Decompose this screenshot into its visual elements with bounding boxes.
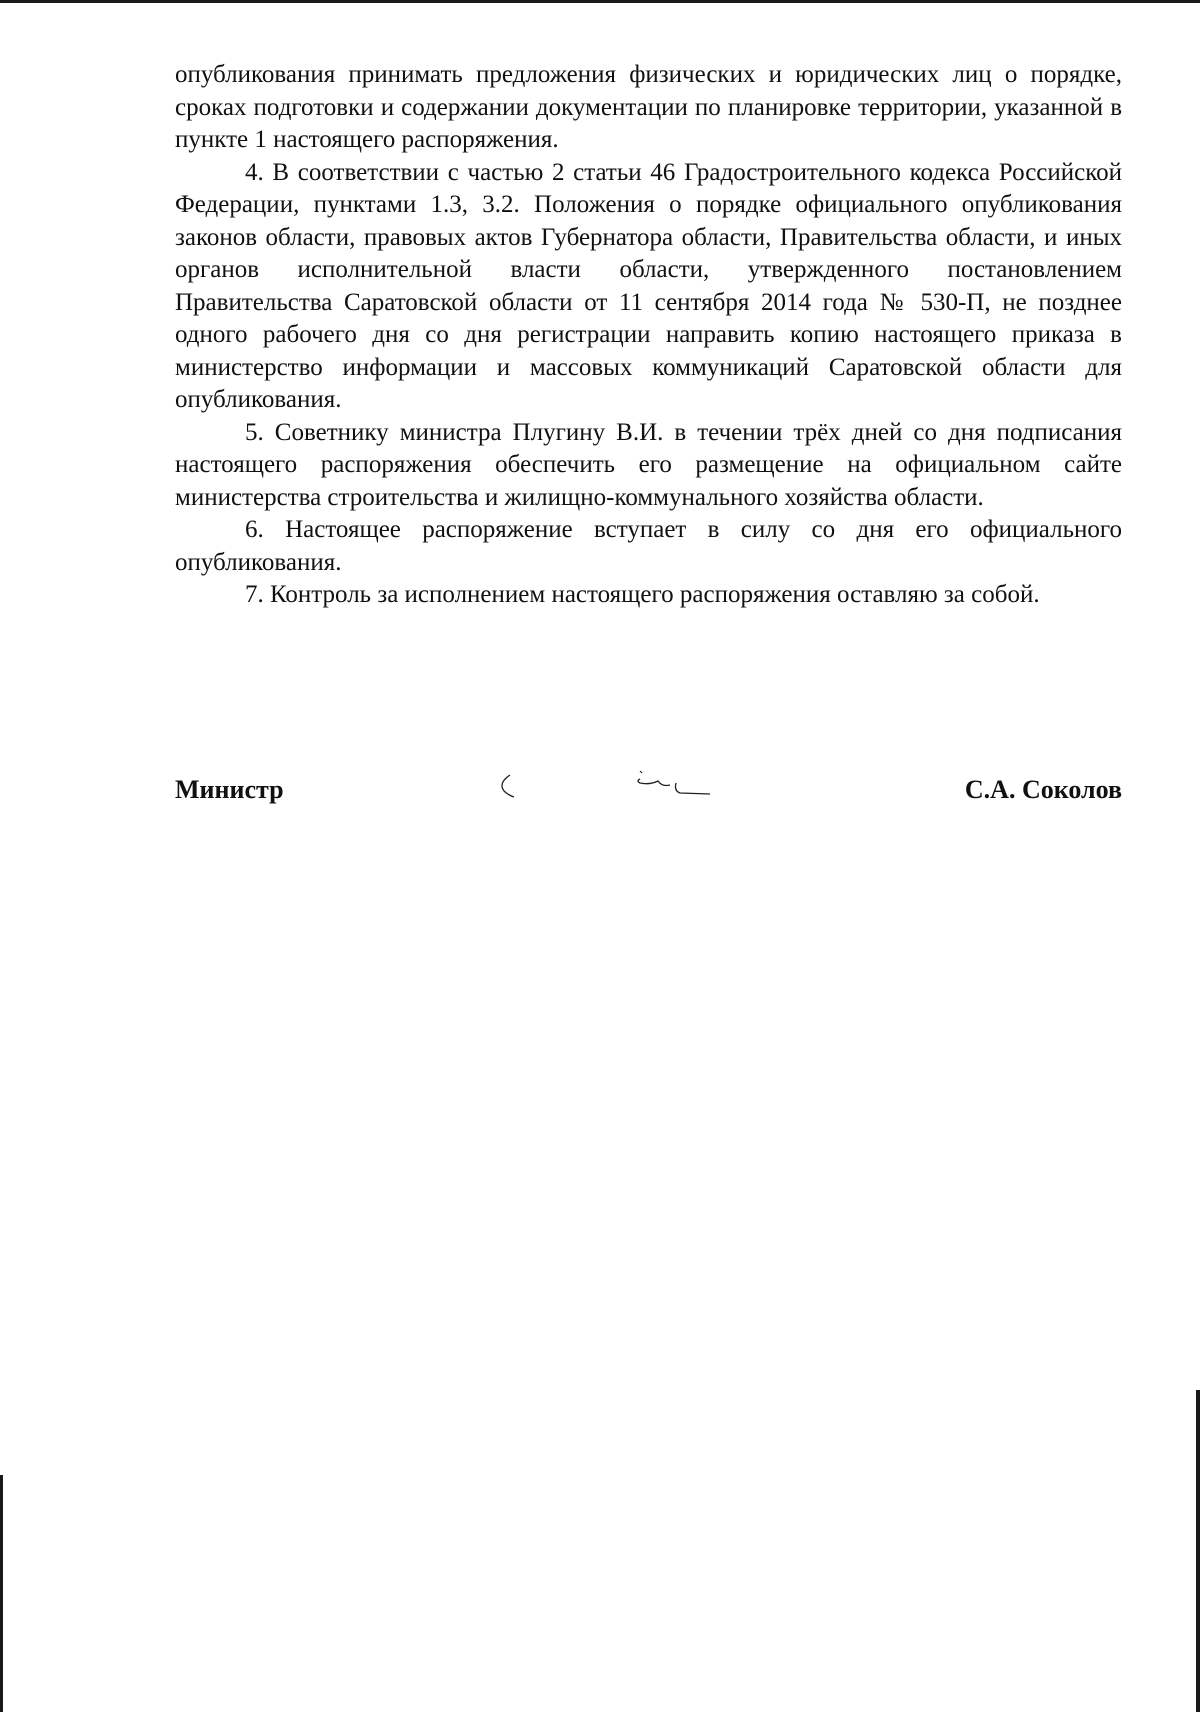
signer-position: Министр	[175, 775, 284, 804]
paragraph-item-5: 5. Советнику министра Плугину В.И. в течении трёх дней со дня подписания настоящего распоряжения обеспечить его размещение на официальном сайте министерства строительства и жилищно-коммунального хозяйства области.	[175, 418, 1122, 511]
handwritten-signature	[490, 767, 910, 807]
scan-right-edge	[1196, 1390, 1200, 1712]
document-body	[175, 59, 1122, 612]
paragraph-item-4: 4. В соответствии с частью 2 статьи 46 Градостроительного кодекса Российской Федерации, пунктами 1.3, 3.2. Положения о порядке официального опубликования законов области, правовых актов Губернатора области, Правительства области, и иных органов исполнительной власти области, утвержденного постановлением Правительства Саратовской области от 11 сентября 2014 года № 530-П, не позднее одного рабочего дня со дня регистрации направить копию настоящего приказа в министерство информации и массовых коммуникаций Саратовской области для опубликования.	[175, 158, 1122, 413]
paragraph-item-7: 7. Контроль за исполнением настоящего распоряжения оставляю за собой.	[245, 581, 1040, 608]
paragraph-item-6: 6. Настоящее распоряжение вступает в силу со дня его официального опубликования.	[175, 516, 1122, 576]
signer-name: С.А. Соколов	[964, 775, 1122, 804]
scan-top-edge	[0, 0, 1200, 3]
paragraph-continuation: опубликования принимать предложения физических и юридических лиц о порядке, сроках подготовки и содержании документации по планировке территории, указанной в пункте 1 настоящего распоряжения.	[175, 61, 1122, 153]
scan-left-edge	[0, 1475, 3, 1712]
signature-block	[175, 775, 1122, 815]
